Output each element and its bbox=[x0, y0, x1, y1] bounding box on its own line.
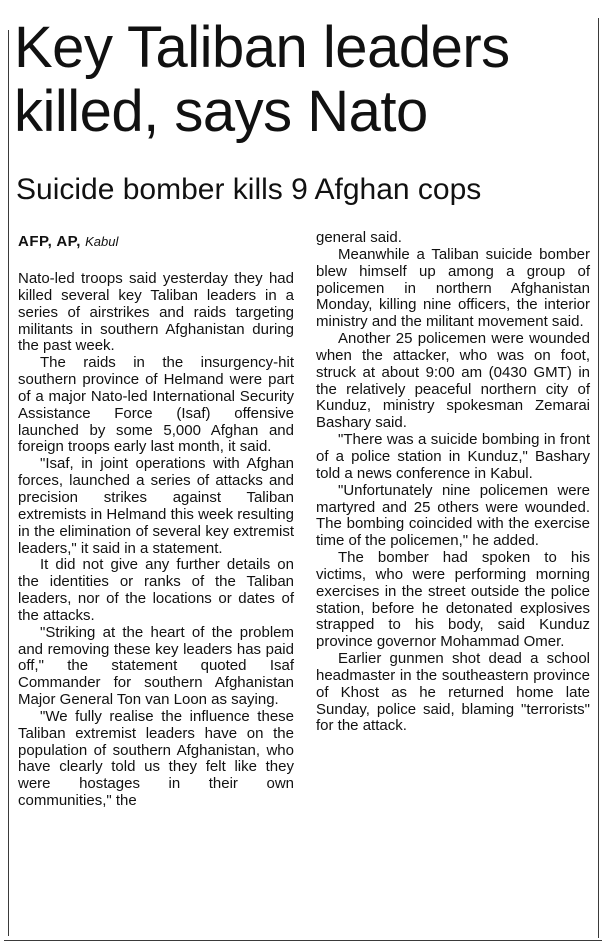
paragraph: Earlier gunmen shot dead a school headmaster in the southeastern province of Khost as he returned home late Sunday, police said, blaming "terrorists" for the attack. bbox=[316, 650, 590, 735]
article-column-left bbox=[18, 271, 294, 810]
article-column-right bbox=[316, 230, 590, 735]
paragraph: "Isaf, in joint operations with Afghan forces, launched a series of attacks and precision strikes against Taliban extremists in Helmand this week resulting in the elimination of several key extremist leaders," it said in a statement. bbox=[18, 455, 294, 557]
paragraph-continued: general said. bbox=[316, 229, 402, 246]
paragraph: "We fully realise the influence these Taliban extremist leaders have on the population of southern Afghanistan, who have clearly told us they felt like they were hostages in their own communities," the bbox=[18, 707, 294, 810]
paragraph: "There was a suicide bombing in front of a police station in Kunduz," Bashary told a news conference in Kabul. bbox=[316, 431, 590, 482]
bottom-border-rule bbox=[4, 940, 602, 941]
byline-agencies: AFP, AP, bbox=[18, 233, 81, 250]
paragraph: Nato-led troops said yesterday they had killed several key Taliban leaders in a series of airstrikes and raids targeting militants in southern Afghanistan during the past week. bbox=[18, 270, 294, 355]
right-border-rule bbox=[598, 18, 599, 938]
left-border-rule bbox=[8, 30, 9, 936]
paragraph: Meanwhile a Taliban suicide bomber blew himself up among a group of policemen in northern Afghanistan Monday, killing nine officers, the interior ministry and the militant movement said. bbox=[316, 245, 590, 331]
paragraph: It did not give any further details on the identities or ranks of the Taliban leaders, nor of the locations or dates of the attacks. bbox=[18, 556, 294, 624]
paragraph: "Unfortunately nine policemen were martyred and 25 others were wounded. The bombing coincided with the exercise time of the policemen," he added. bbox=[316, 481, 590, 550]
byline bbox=[18, 233, 118, 251]
paragraph: The bomber had spoken to his victims, who were performing morning exercises in the street outside the police station, before he detonated explosives strapped to his body, said Kunduz province governor Mohammad Omer. bbox=[316, 549, 590, 651]
headline: Key Taliban leaders killed, says Nato bbox=[14, 15, 510, 144]
paragraph: "Striking at the heart of the problem and removing these key leaders has paid off," the statement quoted Isaf Commander for southern Afghanistan Major General Ton van Loon as saying. bbox=[18, 623, 294, 709]
byline-place: Kabul bbox=[85, 234, 119, 249]
paragraph: Another 25 policemen were wounded when the attacker, who was on foot, struck at about 9:00 am (0430 GMT) in the relatively peaceful northern city of Kunduz, ministry spokesman Zemarai Bashary said. bbox=[316, 330, 590, 432]
subheadline: Suicide bomber kills 9 Afghan cops bbox=[16, 173, 482, 206]
paragraph: The raids in the insurgency-hit southern province of Helmand were part of a major Nato-led International Security Assistance Force (Isaf) offensive launched by some 5,000 Afghan and foreign troops early last month, it said. bbox=[18, 354, 294, 456]
